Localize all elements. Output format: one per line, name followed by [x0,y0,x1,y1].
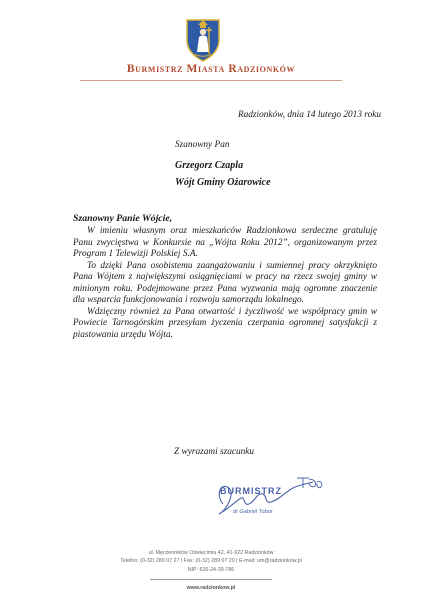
letter-body [73,226,377,341]
recipient-name: Grzegorz Czapla [175,160,244,171]
footer-address: ul. Męczenników Oświęcimia 42, 41-922 Radzionków [148,550,274,556]
footer-website-link[interactable]: www.radzionkow.pl [186,585,236,591]
letterhead-title: Burmistrz Miasta Radzionków [126,63,296,75]
footer-divider [150,579,272,580]
stamp-title: BURMISTRZ [220,486,282,496]
body-paragraph: To dzięki Pana osobistemu zaangażowaniu i sumiennej pracy okrzyknięto Pana Wójtem z największymi osiągnięciami w pracy na rzecz swojej gminy w minionym roku. Podejmowane przez Pana wyzwania mają ogromne znaczenie dla wsparcia funkcjonowania i rozwoju samorządu lokalnego. [73,260,377,305]
recipient-salutation: Szanowny Pan [175,140,230,150]
greeting: Szanowny Panie Wójcie, [73,213,173,224]
footer-contact: Telefon: (0-32) 289 07 27 | Fax: (0-32) 289 07 20 | E-mail: um@radzionkow.pl [120,558,302,564]
place-and-date: Radzionków, dnia 14 lutego 2013 roku [237,110,381,120]
letterhead-divider [80,80,342,81]
coat-of-arms-icon [183,16,223,62]
closing-phrase: Z wyrazami szacunku [174,447,255,457]
stamp-name: dr Gabriel Tobor [233,509,273,515]
handwritten-signature [205,474,325,524]
recipient-title: Wójt Gminy Ożarowice [175,177,271,188]
body-paragraph: W imieniu własnym oraz mieszkańców Radzionkowa serdeczne gratuluję Panu zwycięstwa w Konkursie na „Wójta Roku 2012”, organizowanym przez Program 1 Telewizji Polskiej S.A. [73,226,377,259]
footer-nip: NIP: 626-24-39-786 [187,567,235,573]
body-paragraph: Wdzięczny również za Pana otwartość i życzliwość we współpracy gmin w Powiecie Tarnogórskim przesyłam życzenia czerpania ogromnej satysfakcji z piastowania urzędu Wójta. [73,306,377,340]
